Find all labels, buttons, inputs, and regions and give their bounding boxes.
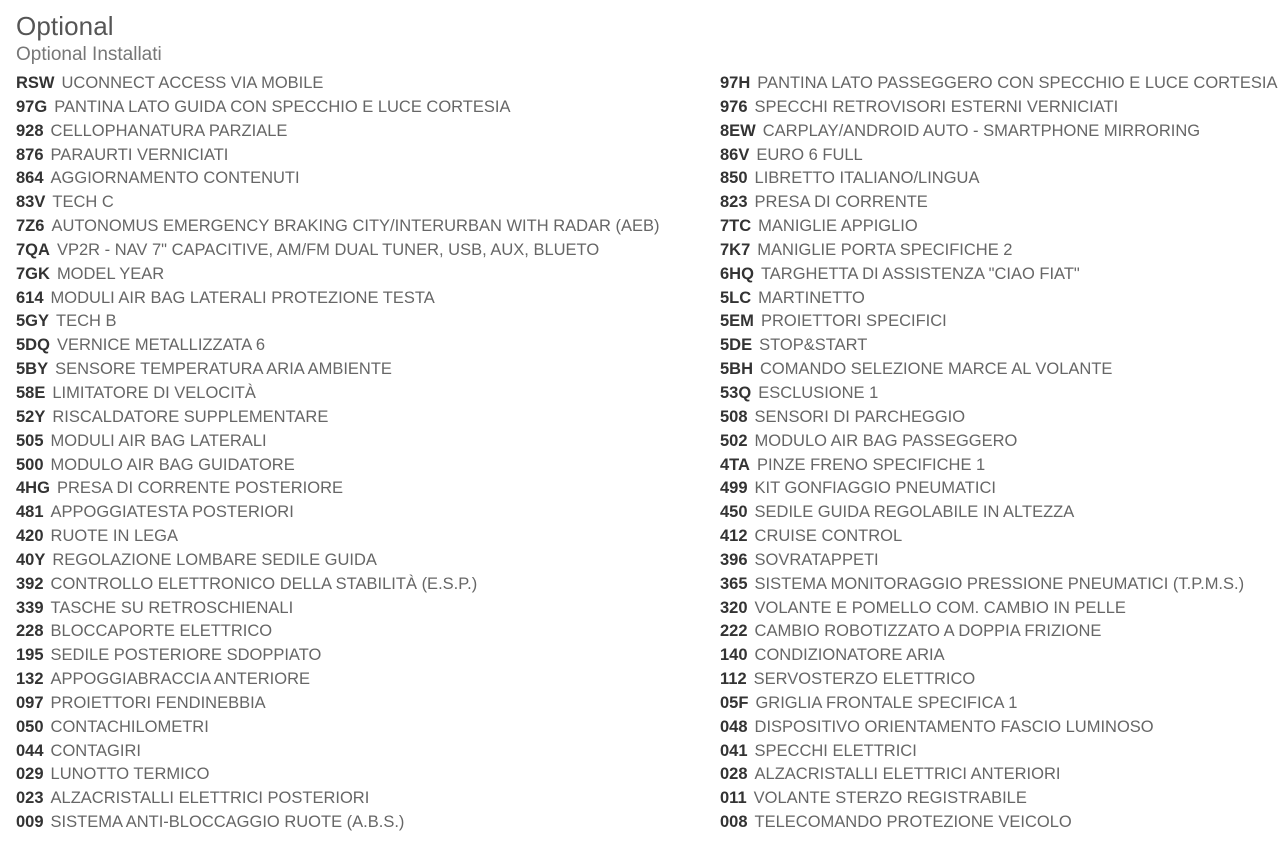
option-item: [720, 573, 1274, 597]
option-code: 029: [16, 765, 44, 784]
option-item: [16, 787, 720, 811]
option-code: 7GK: [16, 264, 50, 283]
option-label: VP2R - NAV 7" CAPACITIVE, AM/FM DUAL TUNER, USB, AUX, BLUETO: [56, 240, 600, 259]
option-label: AGGIORNAMENTO CONTENUTI: [50, 169, 300, 188]
option-item: [720, 310, 1274, 334]
option-label: TECH B: [56, 312, 117, 331]
option-label: PROIETTORI SPECIFICI: [760, 312, 947, 331]
option-label: MODEL YEAR: [56, 264, 165, 283]
option-item: [16, 358, 720, 382]
option-code: 097: [16, 693, 44, 712]
option-label: PROIETTORI FENDINEBBIA: [50, 693, 266, 712]
option-label: COMANDO SELEZIONE MARCE AL VOLANTE: [760, 360, 1113, 379]
option-item: [720, 430, 1274, 454]
option-label: SPECCHI ELETTRICI: [754, 741, 917, 760]
options-columns: [16, 72, 1278, 835]
option-code: RSW: [16, 74, 55, 92]
option-label: SENSORE TEMPERATURA ARIA AMBIENTE: [55, 360, 392, 379]
option-item: [16, 72, 720, 96]
option-label: CAMBIO ROBOTIZZATO A DOPPIA FRIZIONE: [754, 622, 1102, 641]
option-item: [16, 620, 720, 644]
option-code: 4TA: [720, 455, 750, 474]
option-item: [720, 811, 1274, 835]
option-item: [720, 334, 1274, 358]
option-code: 041: [720, 741, 748, 760]
option-label: DISPOSITIVO ORIENTAMENTO FASCIO LUMINOSO: [754, 717, 1154, 736]
option-item: [16, 144, 720, 168]
option-code: 97G: [16, 97, 48, 116]
option-code: 6HQ: [720, 264, 754, 283]
option-label: CONTAGIRI: [50, 741, 141, 760]
option-item: [720, 477, 1274, 501]
option-label: MODULI AIR BAG LATERALI: [50, 431, 267, 450]
option-item: [720, 740, 1274, 764]
options-section: [16, 10, 1278, 835]
option-item: [720, 215, 1274, 239]
option-code: 140: [720, 646, 748, 665]
option-code: 4HG: [16, 479, 50, 498]
option-item: [720, 454, 1274, 478]
option-code: 58E: [16, 383, 46, 402]
option-code: 5EM: [720, 312, 754, 331]
option-item: [16, 811, 720, 835]
option-code: 823: [720, 193, 748, 212]
option-label: PANTINA LATO PASSEGGERO CON SPECCHIO E LUCE CORTESIA: [757, 74, 1278, 92]
option-item: [16, 406, 720, 430]
option-code: 864: [16, 169, 44, 188]
option-item: [16, 477, 720, 501]
option-item: [720, 191, 1274, 215]
option-code: 420: [16, 527, 44, 546]
option-code: 008: [720, 813, 748, 832]
option-code: 050: [16, 717, 44, 736]
option-code: 500: [16, 455, 44, 474]
option-code: 048: [720, 717, 748, 736]
option-item: [16, 573, 720, 597]
option-code: 228: [16, 622, 44, 641]
option-code: 195: [16, 646, 44, 665]
option-code: 132: [16, 670, 44, 689]
section-title: Optional: [16, 11, 114, 41]
options-list-right: [720, 72, 1278, 835]
option-label: SPECCHI RETROVISORI ESTERNI VERNICIATI: [754, 97, 1119, 116]
option-label: MANIGLIE PORTA SPECIFICHE 2: [757, 240, 1013, 259]
option-item: [720, 668, 1274, 692]
option-code: 412: [720, 527, 748, 546]
option-label: MANIGLIE APPIGLIO: [758, 217, 918, 236]
option-label: LIMITATORE DI VELOCITÀ: [52, 383, 256, 402]
option-item: [720, 644, 1274, 668]
option-code: 850: [720, 169, 748, 188]
option-code: 614: [16, 288, 44, 307]
option-item: [16, 501, 720, 525]
option-code: 5DQ: [16, 336, 50, 355]
option-item: [16, 239, 720, 263]
option-label: LIBRETTO ITALIANO/LINGUA: [754, 169, 980, 188]
option-item: [16, 525, 720, 549]
option-label: PINZE FRENO SPECIFICHE 1: [756, 455, 986, 474]
option-label: ALZACRISTALLI ELETTRICI POSTERIORI: [50, 789, 370, 808]
option-label: PRESA DI CORRENTE POSTERIORE: [56, 479, 343, 498]
option-code: 011: [720, 789, 747, 808]
option-label: CRUISE CONTROL: [754, 527, 903, 546]
option-item: [16, 597, 720, 621]
option-item: [720, 787, 1274, 811]
option-code: 976: [720, 97, 748, 116]
option-item: [16, 430, 720, 454]
option-item: [16, 644, 720, 668]
option-item: [16, 287, 720, 311]
option-label: KIT GONFIAGGIO PNEUMATICI: [754, 479, 996, 498]
option-label: ALZACRISTALLI ELETTRICI ANTERIORI: [754, 765, 1061, 784]
option-item: [16, 120, 720, 144]
option-label: SEDILE POSTERIORE SDOPPIATO: [50, 646, 322, 665]
option-label: CONTROLLO ELETTRONICO DELLA STABILITÀ (E.S.P.): [50, 574, 478, 593]
option-item: [720, 358, 1274, 382]
option-code: 499: [720, 479, 748, 498]
option-code: 009: [16, 813, 44, 832]
option-label: RUOTE IN LEGA: [50, 527, 178, 546]
option-label: BLOCCAPORTE ELETTRICO: [50, 622, 273, 641]
option-item: [720, 287, 1274, 311]
option-code: 450: [720, 503, 748, 522]
option-code: 7TC: [720, 217, 752, 236]
option-item: [16, 334, 720, 358]
option-item: [16, 549, 720, 573]
option-label: CONDIZIONATORE ARIA: [754, 646, 945, 665]
option-item: [16, 763, 720, 787]
option-label: VOLANTE STERZO REGISTRABILE: [753, 789, 1027, 808]
option-label: SENSORI DI PARCHEGGIO: [754, 407, 966, 426]
option-code: 928: [16, 121, 44, 140]
option-label: CELLOPHANATURA PARZIALE: [50, 121, 288, 140]
option-item: [16, 96, 720, 120]
option-item: [16, 215, 720, 239]
option-item: [720, 763, 1274, 787]
option-code: 502: [720, 431, 748, 450]
option-item: [720, 72, 1278, 96]
option-label: TASCHE SU RETROSCHIENALI: [50, 598, 294, 617]
option-label: VOLANTE E POMELLO COM. CAMBIO IN PELLE: [754, 598, 1126, 617]
option-item: [720, 406, 1274, 430]
option-label: MODULO AIR BAG GUIDATORE: [50, 455, 295, 474]
option-item: [16, 310, 720, 334]
option-label: PRESA DI CORRENTE: [754, 193, 928, 212]
option-item: [16, 454, 720, 478]
option-code: 5DE: [720, 336, 753, 355]
option-label: SOVRATAPPETI: [754, 550, 879, 569]
option-label: CONTACHILOMETRI: [50, 717, 209, 736]
option-code: 53Q: [720, 383, 752, 402]
option-item: [720, 620, 1274, 644]
option-item: [720, 692, 1274, 716]
option-code: 339: [16, 598, 44, 617]
option-code: 392: [16, 574, 44, 593]
option-label: SERVOSTERZO ELETTRICO: [753, 670, 976, 689]
option-label: TECH C: [52, 193, 114, 212]
option-code: 320: [720, 598, 748, 617]
option-code: 044: [16, 741, 44, 760]
option-label: TELECOMANDO PROTEZIONE VEICOLO: [754, 813, 1072, 832]
option-code: 7QA: [16, 240, 50, 259]
option-item: [720, 120, 1274, 144]
option-label: APPOGGIABRACCIA ANTERIORE: [50, 670, 311, 689]
option-item: [16, 191, 720, 215]
option-label: PANTINA LATO GUIDA CON SPECCHIO E LUCE CORTESIA: [54, 97, 511, 116]
option-code: 97H: [720, 74, 751, 92]
option-code: 5BH: [720, 360, 754, 379]
option-code: 481: [16, 503, 44, 522]
option-item: [16, 382, 720, 406]
option-label: PARAURTI VERNICIATI: [50, 145, 229, 164]
option-label: CARPLAY/ANDROID AUTO - SMARTPHONE MIRRORING: [762, 121, 1201, 140]
option-code: 52Y: [16, 407, 46, 426]
option-item: [720, 263, 1274, 287]
option-code: 7K7: [720, 240, 751, 259]
options-list-left: [16, 72, 720, 835]
option-code: 222: [720, 622, 748, 641]
option-item: [720, 549, 1274, 573]
option-code: 505: [16, 431, 44, 450]
option-label: SISTEMA MONITORAGGIO PRESSIONE PNEUMATICI (T.P.M.S.): [754, 574, 1245, 593]
option-code: 86V: [720, 145, 750, 164]
option-item: [720, 716, 1274, 740]
option-code: 7Z6: [16, 217, 45, 236]
option-code: 028: [720, 765, 748, 784]
option-code: 023: [16, 789, 44, 808]
option-label: SISTEMA ANTI-BLOCCAGGIO RUOTE (A.B.S.): [50, 813, 405, 832]
option-label: UCONNECT ACCESS VIA MOBILE: [61, 74, 324, 92]
option-code: 8EW: [720, 121, 756, 140]
option-code: 40Y: [16, 550, 46, 569]
option-label: STOP&START: [759, 336, 868, 355]
option-code: 5LC: [720, 288, 752, 307]
option-item: [720, 96, 1274, 120]
option-label: AUTONOMUS EMERGENCY BRAKING CITY/INTERURBAN WITH RADAR (AEB): [51, 217, 660, 236]
option-item: [16, 167, 720, 191]
option-code: 112: [720, 670, 747, 689]
option-item: [720, 144, 1274, 168]
option-item: [16, 740, 720, 764]
option-item: [16, 668, 720, 692]
option-code: 365: [720, 574, 748, 593]
section-subtitle: Optional Installati: [16, 44, 162, 65]
option-label: MODULO AIR BAG PASSEGGERO: [754, 431, 1018, 450]
option-code: 05F: [720, 693, 749, 712]
option-code: 396: [720, 550, 748, 569]
option-label: MARTINETTO: [758, 288, 865, 307]
option-item: [720, 525, 1274, 549]
option-code: 83V: [16, 193, 46, 212]
option-code: 5BY: [16, 360, 49, 379]
option-code: 508: [720, 407, 748, 426]
option-code: 876: [16, 145, 44, 164]
option-label: REGOLAZIONE LOMBARE SEDILE GUIDA: [52, 550, 377, 569]
option-item: [720, 501, 1274, 525]
option-item: [720, 239, 1274, 263]
option-label: MODULI AIR BAG LATERALI PROTEZIONE TESTA: [50, 288, 435, 307]
option-label: EURO 6 FULL: [756, 145, 863, 164]
option-item: [720, 382, 1274, 406]
option-item: [16, 716, 720, 740]
option-item: [16, 263, 720, 287]
option-label: GRIGLIA FRONTALE SPECIFICA 1: [755, 693, 1018, 712]
option-item: [720, 597, 1274, 621]
option-item: [16, 692, 720, 716]
option-label: ESCLUSIONE 1: [758, 383, 879, 402]
option-label: SEDILE GUIDA REGOLABILE IN ALTEZZA: [754, 503, 1075, 522]
option-label: LUNOTTO TERMICO: [50, 765, 210, 784]
option-label: RISCALDATORE SUPPLEMENTARE: [52, 407, 329, 426]
option-label: APPOGGIATESTA POSTERIORI: [50, 503, 294, 522]
option-label: VERNICE METALLIZZATA 6: [56, 336, 266, 355]
option-label: TARGHETTA DI ASSISTENZA "CIAO FIAT": [760, 264, 1080, 283]
option-code: 5GY: [16, 312, 50, 331]
option-item: [720, 167, 1274, 191]
